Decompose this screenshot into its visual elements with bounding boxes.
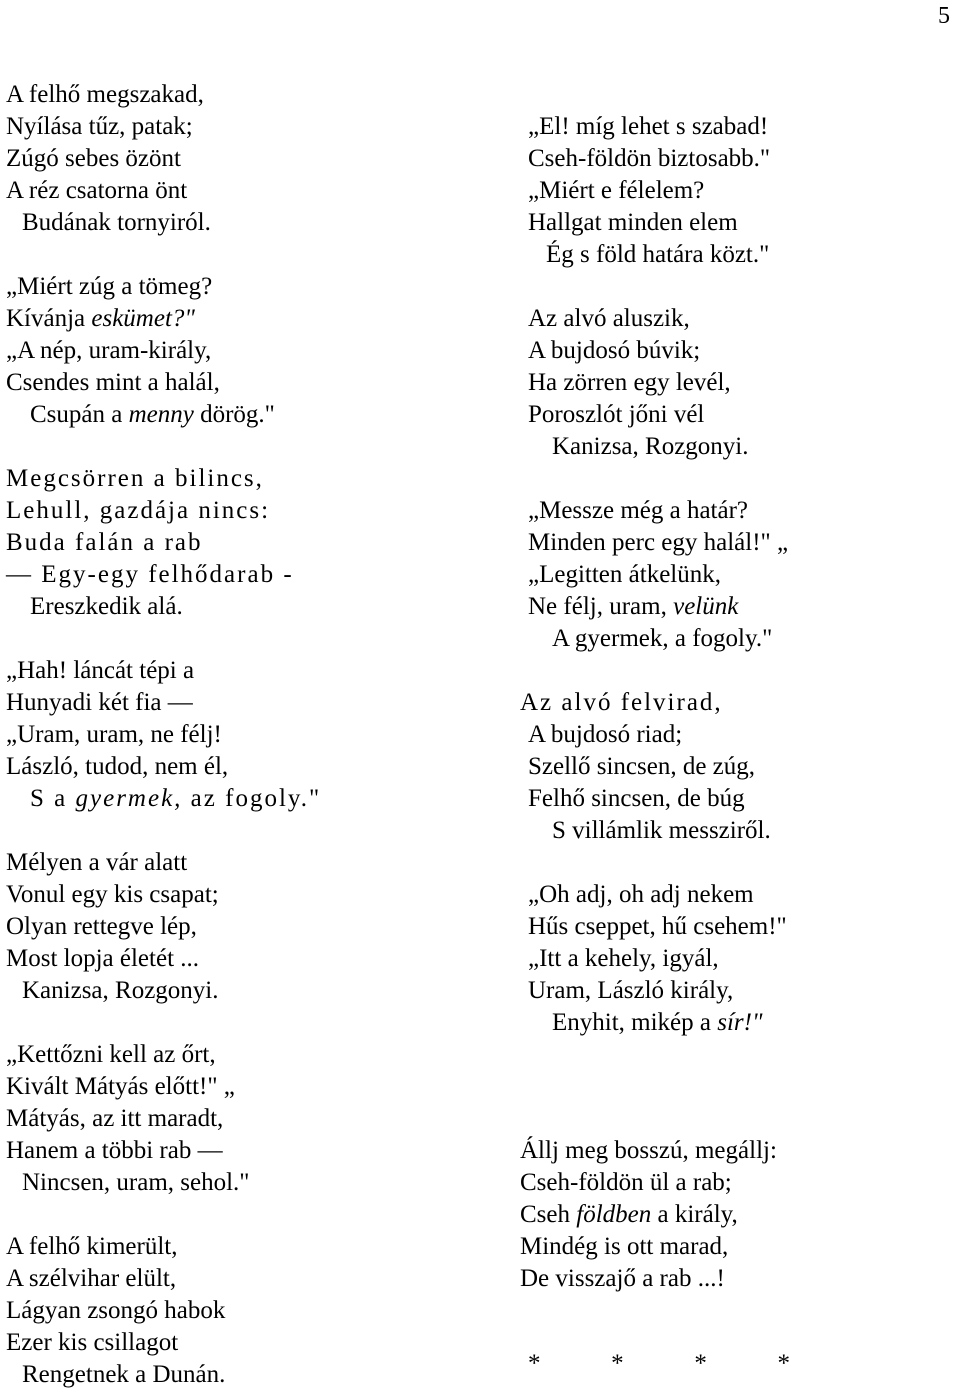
right-line: Hűs cseppet, hű csehem!": [528, 913, 787, 940]
section-separator: [528, 1348, 790, 1380]
right-line: Állj meg bosszú, megállj:: [520, 1137, 777, 1164]
left-line: „Hah! láncát tépi a: [6, 657, 195, 684]
right-line: „Legitten átkelünk,: [528, 561, 721, 588]
right-line: Cseh földben a király,: [520, 1201, 738, 1228]
separator-star: *: [528, 1350, 541, 1377]
left-line: Ezer kis csillagot: [6, 1329, 179, 1356]
left-line: Kanizsa, Rozgonyi.: [22, 977, 219, 1004]
right-line: „Oh adj, oh adj nekem: [528, 881, 754, 908]
left-line: Budának tornyiról.: [22, 209, 211, 236]
left-line: Megcsörren a bilincs,: [6, 465, 264, 492]
right-line: Ég s föld határa közt.": [546, 241, 770, 268]
right-line: „El! míg lehet s szabad!: [528, 113, 769, 140]
right-line: Ne félj, uram, velünk: [528, 593, 739, 620]
left-line: Lehull, gazdája nincs:: [6, 497, 271, 524]
right-line: Poroszlót jőni vél: [528, 401, 705, 428]
right-line: A bujdosó riad;: [528, 721, 683, 748]
right-line: Cseh-földön ül a rab;: [520, 1169, 732, 1196]
left-line: Ereszkedik alá.: [30, 593, 183, 620]
left-line: Most lopja életét ...: [6, 945, 200, 972]
right-line: A gyermek, a fogoly.": [552, 625, 773, 652]
left-line: — Egy-egy felhődarab -: [6, 561, 294, 588]
left-line: Nyílása tűz, patak;: [6, 113, 193, 140]
right-line: „Messze még a határ?: [528, 497, 749, 524]
right-line: Kanizsa, Rozgonyi.: [552, 433, 749, 460]
left-line: A szélvihar elült,: [6, 1265, 177, 1292]
right-line: S villámlik messziről.: [552, 817, 771, 844]
left-line: „Miért zúg a tömeg?: [6, 273, 213, 300]
right-line: Az alvó aluszik,: [528, 305, 690, 332]
left-line: Csendes mint a halál,: [6, 369, 220, 396]
left-line: Olyan rettegve lép,: [6, 913, 197, 940]
left-line: A felhő megszakad,: [6, 81, 204, 108]
separator-star: *: [777, 1350, 790, 1377]
left-line: Vonul egy kis csapat;: [6, 881, 219, 908]
right-line: Uram, László király,: [528, 977, 734, 1004]
separator-star: *: [611, 1350, 624, 1377]
right-line: Cseh-földön biztosabb.": [528, 145, 771, 172]
left-line: Kívánja eskümet?": [6, 305, 195, 332]
left-line: „Kettőzni kell az őrt,: [6, 1041, 216, 1068]
left-line: Csupán a menny dörög.": [30, 401, 275, 428]
separator-star: *: [694, 1350, 707, 1377]
left-line: A réz csatorna önt: [6, 177, 188, 204]
right-line: Enyhit, mikép a sír!": [552, 1009, 763, 1036]
left-line: László, tudod, nem él,: [6, 753, 229, 780]
left-line: „A nép, uram-király,: [6, 337, 212, 364]
left-line: Mátyás, az itt maradt,: [6, 1105, 224, 1132]
left-line: Hunyadi két fia —: [6, 689, 193, 716]
right-line: A bujdosó búvik;: [528, 337, 701, 364]
right-line: Ha zörren egy levél,: [528, 369, 731, 396]
left-line: „Uram, uram, ne félj!: [6, 721, 222, 748]
left-line: Zúgó sebes özönt: [6, 145, 181, 172]
left-line: Kivált Mátyás előtt!" „: [6, 1073, 235, 1100]
left-line: Mélyen a vár alatt: [6, 849, 188, 876]
right-line: Mindég is ott marad,: [520, 1233, 729, 1260]
right-line: De visszajő a rab ...!: [520, 1265, 725, 1292]
left-line: Rengetnek a Dunán.: [22, 1361, 226, 1388]
right-line: Szellő sincsen, de zúg,: [528, 753, 756, 780]
left-line: Nincsen, uram, sehol.": [22, 1169, 250, 1196]
left-line: Buda falán a rab: [6, 529, 203, 556]
left-line: Hanem a többi rab —: [6, 1137, 223, 1164]
left-line: Lágyan zsongó habok: [6, 1297, 226, 1324]
left-line: S a gyermek, az fogoly.": [30, 785, 322, 812]
right-line: Hallgat minden elem: [528, 209, 738, 236]
right-line: „Miért e félelem?: [528, 177, 705, 204]
left-line: A felhő kimerült,: [6, 1233, 178, 1260]
right-line: „Itt a kehely, igyál,: [528, 945, 719, 972]
right-line: Felhő sincsen, de búg: [528, 785, 745, 812]
page-number: 5: [938, 3, 950, 29]
right-line: Minden perc egy halál!" „: [528, 529, 789, 556]
right-line: Az alvó felvirad,: [520, 689, 723, 716]
